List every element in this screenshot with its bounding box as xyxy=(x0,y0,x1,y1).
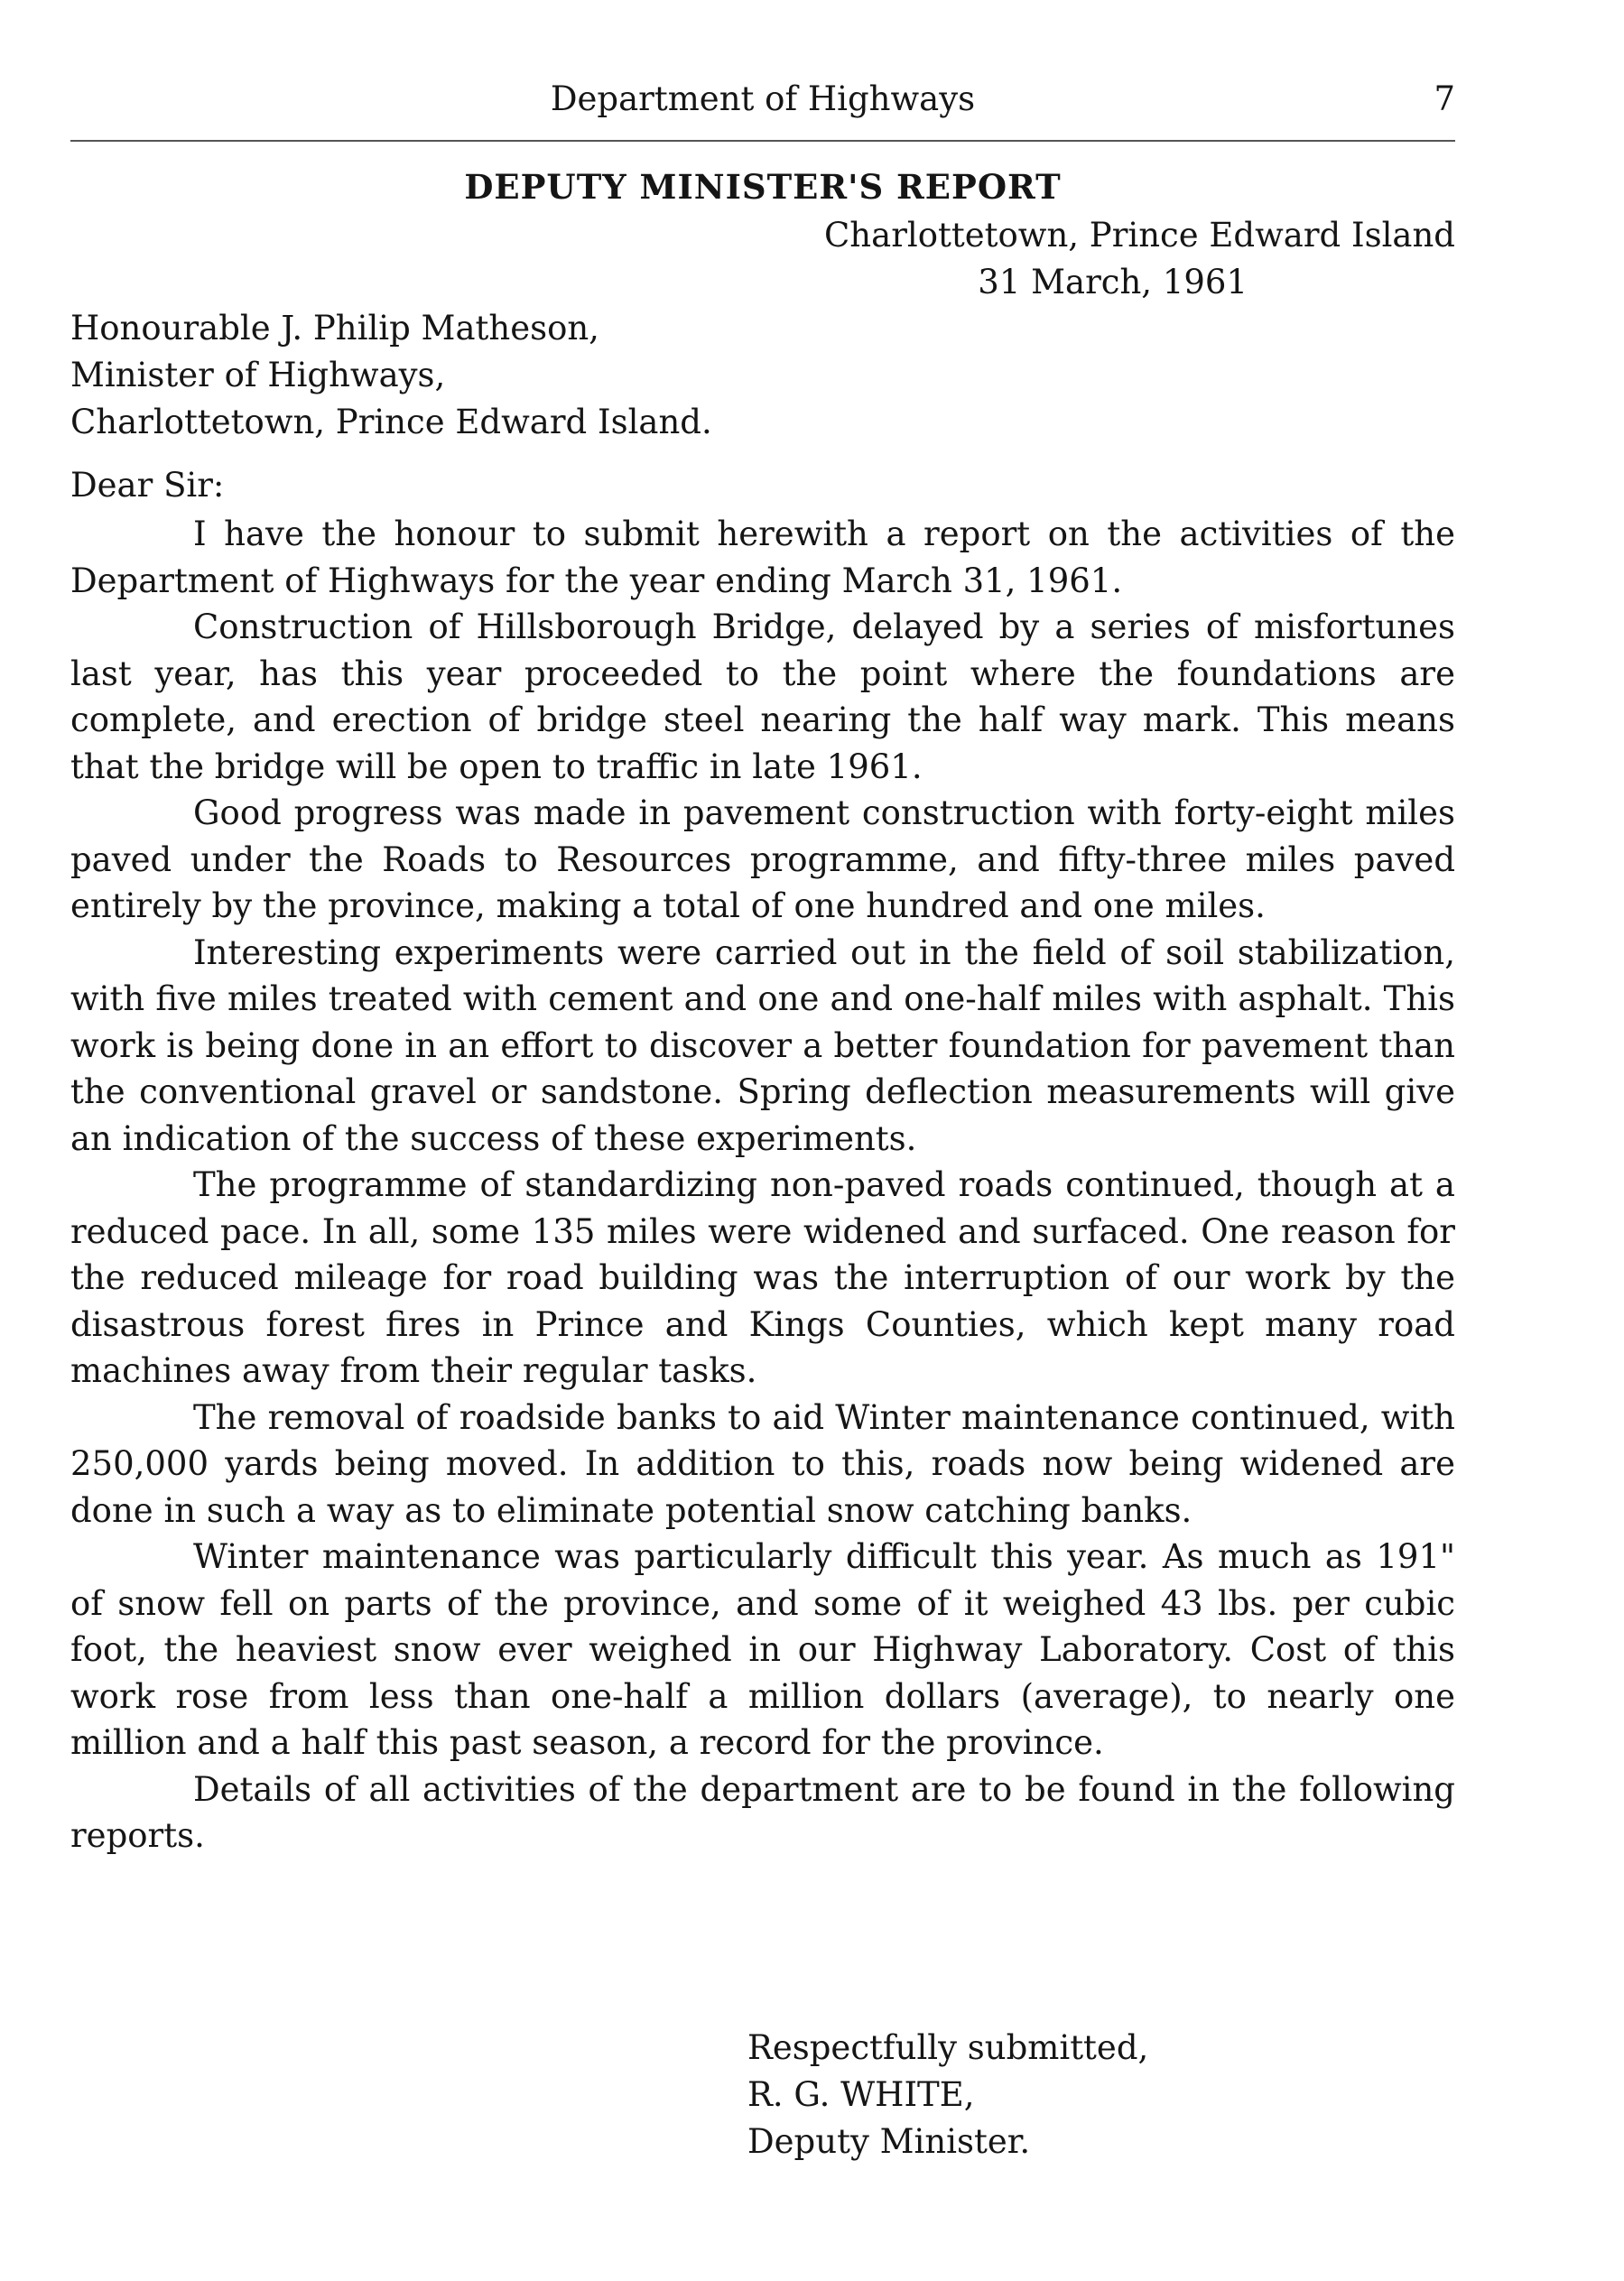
addressee-line: Charlottetown, Prince Edward Island. xyxy=(70,403,712,441)
running-title: Department of Highways xyxy=(550,79,976,118)
page-number: 7 xyxy=(1434,79,1455,118)
body-paragraph: Details of all activities of the department are to be found in the following reports. xyxy=(70,1769,1455,1855)
running-head xyxy=(70,79,1455,125)
report-place: Charlottetown, Prince Edward Island xyxy=(824,216,1455,255)
body-paragraph: Winter maintenance was particularly difficult this year. As much as 191" of snow fell on parts of the province, and some of it weighed 43 lbs. per cubic foot, the heaviest snow ever weighed in our Highway Laboratory. Cost of this work rose from less than one-half a million dollars (average), to nearly one million and a half this past season, a record for the province. xyxy=(70,1537,1455,1762)
closing-line: Respectfully submitted, xyxy=(747,2028,1149,2067)
salutation: Dear Sir: xyxy=(70,466,225,505)
body-paragraph: The removal of roadside banks to aid Winter maintenance continued, with 250,000 yards being moved. In addition to this, roads now being widened are done in such a way as to eliminate potential snow catching banks. xyxy=(70,1397,1455,1530)
letter-body xyxy=(70,511,1455,1859)
signatory-title: Deputy Minister. xyxy=(747,2122,1031,2161)
addressee-line: Minister of Highways, xyxy=(70,356,446,394)
body-paragraph: I have the honour to submit herewith a report on the activities of the Department of Highways for the year ending March 31, 1961. xyxy=(70,515,1455,600)
signature-block xyxy=(747,2025,1148,2165)
report-title: DEPUTY MINISTER'S REPORT xyxy=(464,167,1062,207)
body-paragraph: Construction of Hillsborough Bridge, delayed by a series of misfortunes last year, has this year proceeded to the point where the foundations are complete, and erection of bridge steel nearing the half way mark. This means that the bridge will be open to traffic in late 1961. xyxy=(70,607,1455,786)
body-paragraph: The programme of standardizing non-paved roads continued, though at a reduced pace. In all, some 135 miles were widened and surfaced. One reason for the reduced mileage for road building was the interruption of our work by the disastrous forest fires in Prince and Kings Counties, which kept many road machines away from their regular tasks. xyxy=(70,1165,1455,1390)
header-rule xyxy=(70,140,1455,142)
report-date: 31 March, 1961 xyxy=(978,263,1248,301)
signatory-name: R. G. WHITE, xyxy=(747,2075,975,2114)
addressee-line: Honourable J. Philip Matheson, xyxy=(70,309,599,348)
place-and-date xyxy=(747,212,1455,306)
body-paragraph: Good progress was made in pavement construction with forty-eight miles paved under the Roads to Resources programme, and fifty-three miles paved entirely by the province, making a total of one hundred and one miles. xyxy=(70,793,1455,925)
addressee-block xyxy=(70,305,712,446)
body-paragraph: Interesting experiments were carried out in the field of soil stabilization, with five miles treated with cement and one and one-half miles with asphalt. This work is being done in an effort to discover a better foundation for pavement than the conventional gravel or sandstone. Spring deflection measurements will give an indication of the success of these experiments. xyxy=(70,932,1455,1158)
